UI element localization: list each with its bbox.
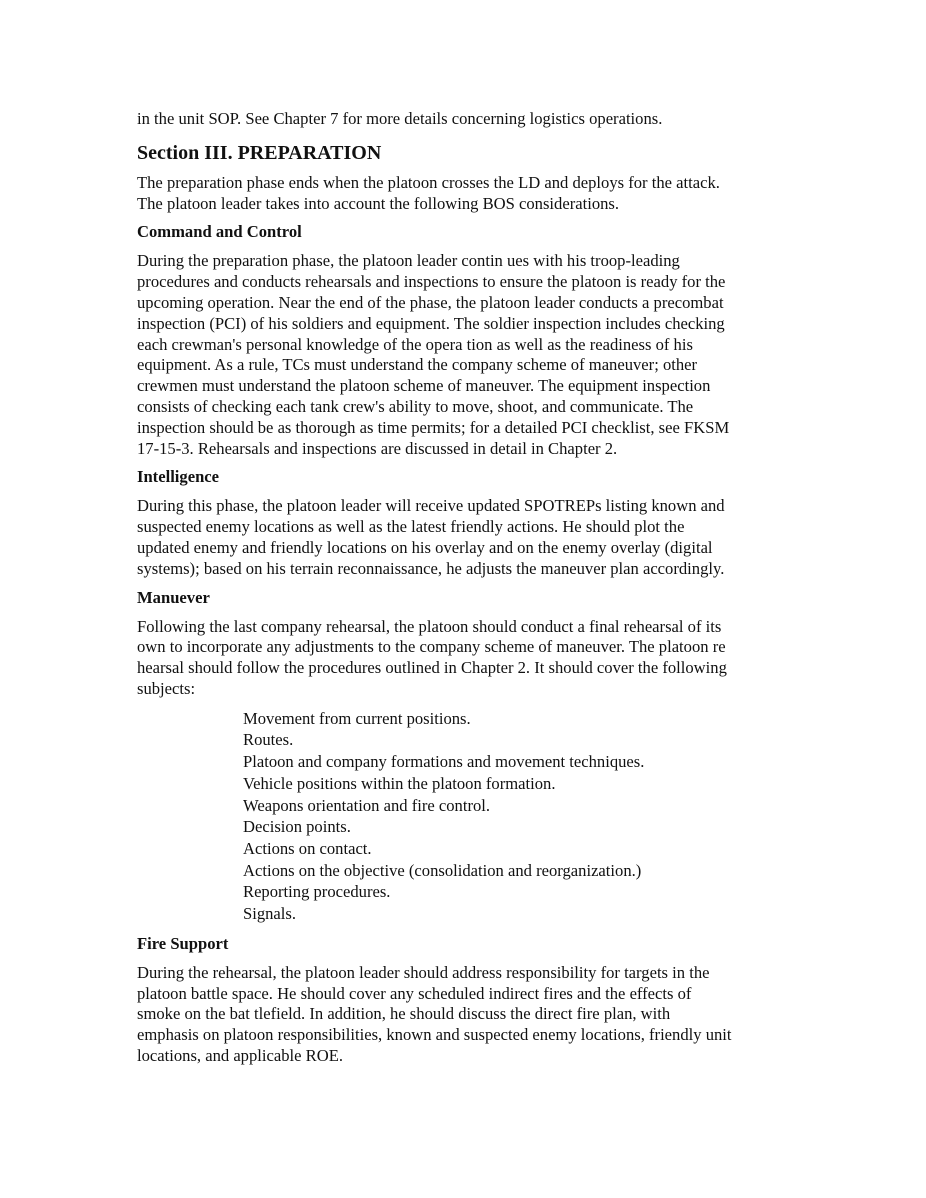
intelligence-heading: Intelligence [137,467,220,487]
intro-paragraph: in the unit SOP. See Chapter 7 for more details concerning logistics operations. [137,109,663,128]
list-item: Decision points. [243,817,351,837]
intelligence-paragraph [137,496,797,579]
text-line: inspection (PCI) of his soldiers and equipment. The soldier inspection includes checking [137,313,725,333]
command-and-control-paragraph [137,251,797,459]
list-item: Signals. [243,904,297,924]
text-line: crewmen must understand the platoon scheme of maneuver. The equipment inspection [137,376,711,396]
list-item: Reporting procedures. [243,882,391,902]
fire-support-heading: Fire Support [137,933,229,953]
text-line: During the rehearsal, the platoon leader should address responsibility for targets in the [137,962,710,982]
command-and-control-heading: Command and Control [137,222,302,242]
preparation-paragraph [137,173,797,215]
text-line: locations, and applicable ROE. [137,1045,343,1065]
text-line: platoon battle space. He should cover any scheduled indirect fires and the effects of [137,983,692,1003]
fire-support-paragraph [137,963,797,1067]
text-line: 17-15-3. Rehearsals and inspections are discussed in detail in Chapter 2. [137,438,618,458]
text-line: each crewman's personal knowledge of the opera tion as well as the readiness of his [137,334,693,354]
text-line: emphasis on platoon responsibilities, known and suspected enemy locations, friendly unit [137,1025,732,1045]
text-line: consists of checking each tank crew's ability to move, shoot, and communicate. The [137,396,694,416]
text-line: hearsal should follow the procedures outlined in Chapter 2. It should cover the following [137,658,727,678]
text-line: smoke on the bat tlefield. In addition, he should discuss the direct fire plan, with [137,1004,671,1024]
maneuver-paragraph [137,617,797,700]
text-line: suspected enemy locations as well as the latest friendly actions. He should plot the [137,517,685,537]
text-line: own to incorporate any adjustments to the company scheme of maneuver. The platoon re [137,637,726,657]
text-line: The platoon leader takes into account the following BOS considerations. [137,193,620,213]
list-item: Routes. [243,730,294,750]
text-line: updated enemy and friendly locations on his overlay and on the enemy overlay (digital [137,537,713,557]
list-item: Weapons orientation and fire control. [243,795,491,815]
text-line: The preparation phase ends when the platoon crosses the LD and deploys for the attack. [137,172,720,192]
text-line: procedures and conducts rehearsals and inspections to ensure the platoon is ready for the [137,272,726,292]
text-line: During this phase, the platoon leader will receive updated SPOTREPs listing known and [137,496,725,516]
list-item: Platoon and company formations and movement techniques. [243,752,645,772]
text-line: inspection should be as thorough as time permits; for a detailed PCI checklist, see FKSM [137,417,730,437]
list-item: Actions on contact. [243,838,372,858]
rehearsal-subjects-list [137,708,797,925]
text-line: upcoming operation. Near the end of the phase, the platoon leader conducts a precombat [137,292,724,312]
list-item: Actions on the objective (consolidation and reorganization.) [243,860,642,880]
document-page [137,109,797,1075]
maneuver-heading: Manuever [137,587,210,607]
text-line: systems); based on his terrain reconnaissance, he adjusts the maneuver plan accordingly. [137,558,725,578]
text-line: subjects: [137,678,196,698]
text-line: equipment. As a rule, TCs must understand the company scheme of maneuver; other [137,355,698,375]
list-item: Vehicle positions within the platoon formation. [243,773,556,793]
text-line: During the preparation phase, the platoon leader contin ues with his troop-leading [137,251,680,271]
list-item: Movement from current positions. [243,708,471,728]
section-title: Section III. PREPARATION [137,141,382,164]
text-line: Following the last company rehearsal, the platoon should conduct a final rehearsal of its [137,616,722,636]
